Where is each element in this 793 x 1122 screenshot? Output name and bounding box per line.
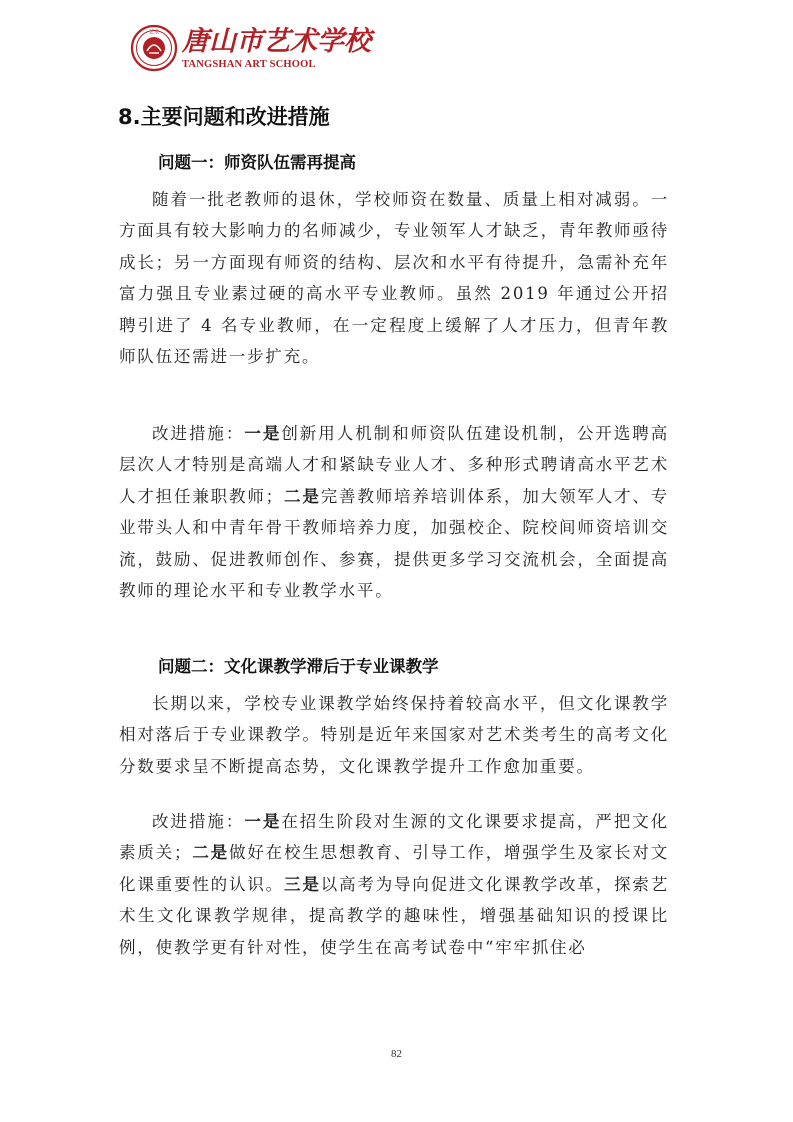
problem1-measures (119, 418, 669, 606)
school-name-en: TANGSHAN ART SCHOOL (182, 59, 316, 70)
measure-text-3: 以高考为导向促进文化课教学改革，探索艺术生文化课教学规律，提高教学的趣味性，增强基础知识的授课比例，使教学更有针对性，使学生在高考试卷中“牢牢抓住必 (119, 874, 669, 957)
measure-key-2: 二是 (283, 486, 321, 506)
measure-key-3: 三是 (284, 874, 321, 894)
measure-text-1: 在招生阶段对生源的文化课要求提高，严把文化素质关； (119, 812, 670, 863)
measures-label: 改进措施： (152, 424, 245, 443)
school-seal-icon (130, 24, 178, 72)
school-name-logo: 唐山市艺术学校 (182, 26, 371, 57)
section-title: 8.主要问题和改进措施 (118, 105, 330, 129)
school-header (130, 14, 371, 74)
measures-label: 改进措施： (152, 812, 245, 831)
measure-key-1: 一是 (244, 424, 282, 443)
measure-text-2: 完善教师培养培训体系，加大领军人才、专业带头人和中青年骨干教师培养力度，加强校企、院校间师资培训交流，鼓励、促进教师创作、参赛，提供更多学习交流机会，全面提高教师的理论水平和专业教学水平。 (119, 486, 669, 601)
measure-key-1: 一是 (244, 812, 282, 831)
seal-text: 艺术 (148, 29, 160, 36)
measure-text-1: 创新用人机制和师资队伍建设机制，公开选聘高层次人才特别是高端人才和紧缺专业人才、多种形式聘请高水平艺术人才担任兼职教师； (119, 424, 670, 506)
problem2-measures (119, 806, 669, 963)
measure-key-2: 二是 (192, 843, 230, 863)
page-number: 82 (391, 1048, 402, 1060)
problem2-body: 长期以来，学校专业课教学始终保持着较高水平，但文化课教学相对落后于专业课教学。特别是近年来国家对艺术类考生的高考文化分数要求呈不断提高态势，文化课教学提升工作愈加重要。 (119, 694, 669, 776)
problem2-heading: 问题二：文化课教学滞后于专业课教学 (158, 657, 439, 676)
problem1-body: 随着一批老教师的退休，学校师资在数量、质量上相对减弱。一方面具有较大影响力的名师减少，专业领军人才缺乏，青年教师亟待成长；另一方面现有师资的结构、层次和水平有待提升，急需补充年富力强且专业素过硬的高水平专业教师。虽然 2019 年通过公开招聘引进了 4 名专业教师，在一定程度上缓解了人才压力，但青年教师队伍还需进一步扩充。 (119, 190, 669, 367)
measure-text-2: 做好在校生思想教育、引导工作，增强学生及家长对文化课重要性的认识。 (119, 843, 669, 894)
problem1-heading: 问题一：师资队伍需再提高 (158, 153, 356, 172)
